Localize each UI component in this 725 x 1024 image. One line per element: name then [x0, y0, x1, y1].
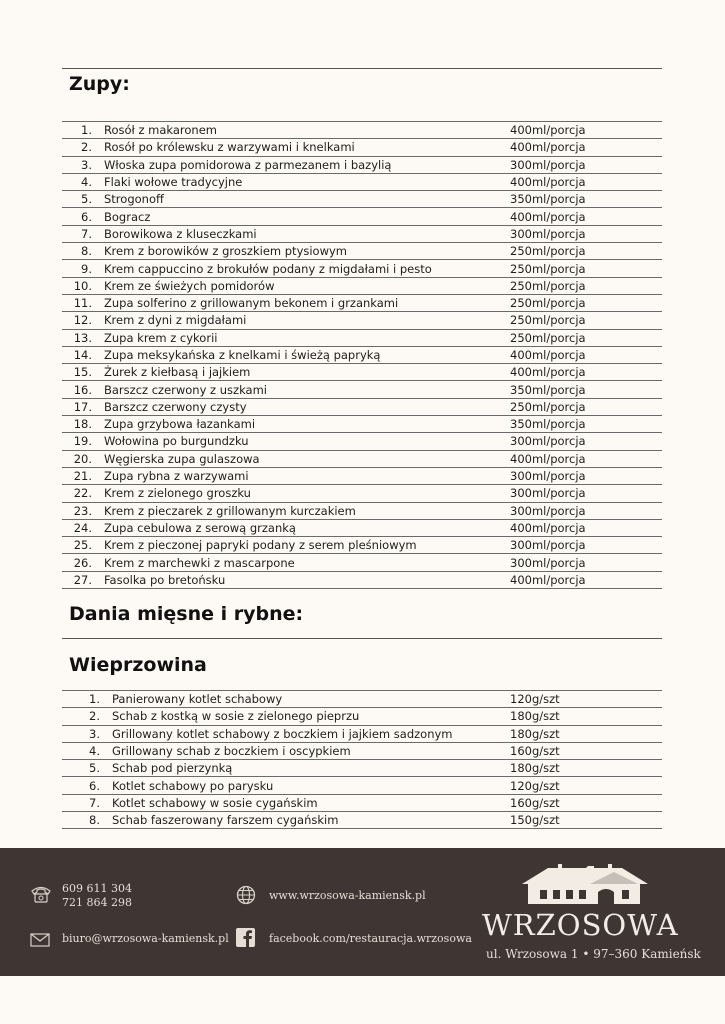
email-icon	[30, 932, 50, 951]
item-portion: 300ml/porcja	[510, 554, 662, 571]
soup-row	[62, 243, 662, 260]
item-portion: 180g/szt	[510, 725, 662, 742]
item-number: 19.	[62, 433, 92, 450]
item-number: 11.	[62, 294, 92, 311]
item-number: 8.	[62, 243, 92, 260]
pork-row	[62, 708, 662, 725]
item-name: Krem z pieczonej papryki podany z serem pleśniowym	[92, 537, 510, 554]
footer	[0, 848, 725, 976]
pork-row	[62, 777, 662, 794]
item-name: Schab pod pierzynką	[100, 760, 510, 777]
item-number: 25.	[62, 537, 92, 554]
item-number: 26.	[62, 554, 92, 571]
item-name: Schab z kostką w sosie z zielonego pieprzu	[100, 708, 510, 725]
item-portion: 400ml/porcja	[510, 450, 662, 467]
item-portion: 400ml/porcja	[510, 346, 662, 363]
soup-row	[62, 208, 662, 225]
soup-row	[62, 139, 662, 156]
soup-row	[62, 502, 662, 519]
item-name: Krem z zielonego groszku	[92, 485, 510, 502]
item-number: 23.	[62, 502, 92, 519]
soup-row	[62, 433, 662, 450]
item-name: Żurek z kiełbasą i jajkiem	[92, 364, 510, 381]
item-name: Borowikowa z kluseczkami	[92, 225, 510, 242]
pork-row	[62, 760, 662, 777]
item-portion: 350ml/porcja	[510, 381, 662, 398]
item-portion: 250ml/porcja	[510, 294, 662, 311]
item-name: Zupa grzybowa łazankami	[92, 416, 510, 433]
item-portion: 300ml/porcja	[510, 502, 662, 519]
item-name: Zupa cebulowa z serową grzanką	[92, 519, 510, 536]
soup-row	[62, 294, 662, 311]
item-name: Flaki wołowe tradycyjne	[92, 173, 510, 190]
item-number: 17.	[62, 398, 92, 415]
item-portion: 150g/szt	[510, 812, 662, 829]
item-portion: 160g/szt	[510, 742, 662, 759]
item-name: Rosół po królewsku z warzywami i knelkami	[92, 139, 510, 156]
pork-row	[62, 742, 662, 759]
item-name: Barszcz czerwony czysty	[92, 398, 510, 415]
item-name: Bogracz	[92, 208, 510, 225]
soup-row	[62, 329, 662, 346]
website-link[interactable]: www.wrzosowa-kamiensk.pl	[269, 889, 426, 902]
soup-row	[62, 416, 662, 433]
pork-title: Wieprzowina	[69, 654, 207, 676]
item-number: 5.	[62, 760, 100, 777]
pork-row	[62, 812, 662, 829]
meat-rule	[62, 638, 662, 639]
item-name: Krem z marchewki z mascarpone	[92, 554, 510, 571]
item-portion: 400ml/porcja	[510, 571, 662, 588]
item-number: 9.	[62, 260, 92, 277]
item-number: 6.	[62, 777, 100, 794]
item-name: Grillowany kotlet schabowy z boczkiem i jajkiem sadzonym	[100, 725, 510, 742]
soup-row	[62, 398, 662, 415]
soup-row	[62, 346, 662, 363]
pork-row	[62, 794, 662, 811]
item-portion: 250ml/porcja	[510, 329, 662, 346]
item-number: 4.	[62, 742, 100, 759]
item-portion: 350ml/porcja	[510, 416, 662, 433]
item-portion: 400ml/porcja	[510, 139, 662, 156]
address: ul. Wrzosowa 1 • 97–360 Kamieńsk	[486, 947, 701, 961]
item-portion: 400ml/porcja	[510, 173, 662, 190]
item-name: Grillowany schab z boczkiem i oscypkiem	[100, 742, 510, 759]
item-portion: 250ml/porcja	[510, 398, 662, 415]
soup-row	[62, 554, 662, 571]
top-rule	[62, 68, 662, 69]
soup-row	[62, 277, 662, 294]
item-portion: 300ml/porcja	[510, 467, 662, 484]
soup-row	[62, 191, 662, 208]
meat-fish-title: Dania mięsne i rybne:	[69, 603, 304, 625]
item-number: 5.	[62, 191, 92, 208]
item-number: 27.	[62, 571, 92, 588]
soup-row	[62, 312, 662, 329]
item-name: Strogonoff	[92, 191, 510, 208]
item-name: Zupa meksykańska z knelkami i świeżą papryką	[92, 346, 510, 363]
pork-row	[62, 691, 662, 708]
item-portion: 400ml/porcja	[510, 364, 662, 381]
item-number: 8.	[62, 812, 100, 829]
item-number: 16.	[62, 381, 92, 398]
pork-row	[62, 725, 662, 742]
item-portion: 250ml/porcja	[510, 277, 662, 294]
item-portion: 400ml/porcja	[510, 208, 662, 225]
item-name: Włoska zupa pomidorowa z parmezanem i bazylią	[92, 156, 510, 173]
house-logo	[518, 864, 650, 910]
item-number: 3.	[62, 156, 92, 173]
item-name: Krem z pieczarek z grillowanym kurczakiem	[92, 502, 510, 519]
soup-row	[62, 571, 662, 588]
brand-name: WRZOSOWA	[482, 908, 679, 942]
item-number: 12.	[62, 312, 92, 329]
item-number: 13.	[62, 329, 92, 346]
facebook-link[interactable]: facebook.com/restauracja.wrzosowa	[269, 932, 472, 945]
item-number: 15.	[62, 364, 92, 381]
item-name: Węgierska zupa gulaszowa	[92, 450, 510, 467]
item-portion: 120g/szt	[510, 691, 662, 708]
soups-table	[62, 121, 662, 589]
item-name: Krem ze świeżych pomidorów	[92, 277, 510, 294]
item-name: Schab faszerowany farszem cygańskim	[100, 812, 510, 829]
globe-icon	[236, 885, 256, 909]
email-link[interactable]: biuro@wrzosowa-kamiensk.pl	[62, 932, 229, 945]
soup-row	[62, 537, 662, 554]
pork-table	[62, 690, 662, 829]
item-number: 14.	[62, 346, 92, 363]
item-portion: 300ml/porcja	[510, 485, 662, 502]
item-name: Fasolka po bretońsku	[92, 571, 510, 588]
item-number: 21.	[62, 467, 92, 484]
item-name: Barszcz czerwony z uszkami	[92, 381, 510, 398]
soup-row	[62, 225, 662, 242]
item-name: Krem cappuccino z brokułów podany z migdałami i pesto	[92, 260, 510, 277]
item-portion: 300ml/porcja	[510, 225, 662, 242]
item-name: Rosół z makaronem	[92, 122, 510, 139]
soup-row	[62, 467, 662, 484]
item-name: Krem z dyni z migdałami	[92, 312, 510, 329]
facebook-icon	[236, 928, 255, 951]
item-number: 1.	[62, 691, 100, 708]
item-name: Kotlet schabowy po parysku	[100, 777, 510, 794]
phone-1: 609 611 304	[62, 882, 132, 895]
item-name: Zupa krem z cykorii	[92, 329, 510, 346]
item-portion: 160g/szt	[510, 794, 662, 811]
item-portion: 120g/szt	[510, 777, 662, 794]
item-portion: 400ml/porcja	[510, 122, 662, 139]
item-name: Panierowany kotlet schabowy	[100, 691, 510, 708]
item-number: 24.	[62, 519, 92, 536]
item-name: Zupa solferino z grillowanym bekonem i grzankami	[92, 294, 510, 311]
item-number: 7.	[62, 794, 100, 811]
soup-row	[62, 485, 662, 502]
item-portion: 300ml/porcja	[510, 537, 662, 554]
item-number: 3.	[62, 725, 100, 742]
phone-2: 721 864 298	[62, 896, 132, 909]
soup-row	[62, 450, 662, 467]
item-name: Krem z borowików z groszkiem ptysiowym	[92, 243, 510, 260]
item-number: 2.	[62, 139, 92, 156]
soup-row	[62, 381, 662, 398]
item-portion: 180g/szt	[510, 760, 662, 777]
item-portion: 350ml/porcja	[510, 191, 662, 208]
item-portion: 180g/szt	[510, 708, 662, 725]
item-number: 1.	[62, 122, 92, 139]
item-name: Kotlet schabowy w sosie cygańskim	[100, 794, 510, 811]
soup-row	[62, 173, 662, 190]
item-number: 20.	[62, 450, 92, 467]
item-number: 2.	[62, 708, 100, 725]
item-portion: 250ml/porcja	[510, 312, 662, 329]
item-name: Wołowina po burgundzku	[92, 433, 510, 450]
item-portion: 300ml/porcja	[510, 433, 662, 450]
item-name: Zupa rybna z warzywami	[92, 467, 510, 484]
soup-row	[62, 260, 662, 277]
item-number: 10.	[62, 277, 92, 294]
soups-title: Zupy:	[69, 73, 130, 95]
item-portion: 300ml/porcja	[510, 156, 662, 173]
item-number: 18.	[62, 416, 92, 433]
soup-row	[62, 519, 662, 536]
item-portion: 400ml/porcja	[510, 519, 662, 536]
item-portion: 250ml/porcja	[510, 243, 662, 260]
soup-row	[62, 122, 662, 139]
soup-row	[62, 156, 662, 173]
item-number: 6.	[62, 208, 92, 225]
phone-icon	[30, 885, 52, 907]
soup-row	[62, 364, 662, 381]
item-number: 7.	[62, 225, 92, 242]
item-number: 22.	[62, 485, 92, 502]
item-portion: 250ml/porcja	[510, 260, 662, 277]
item-number: 4.	[62, 173, 92, 190]
